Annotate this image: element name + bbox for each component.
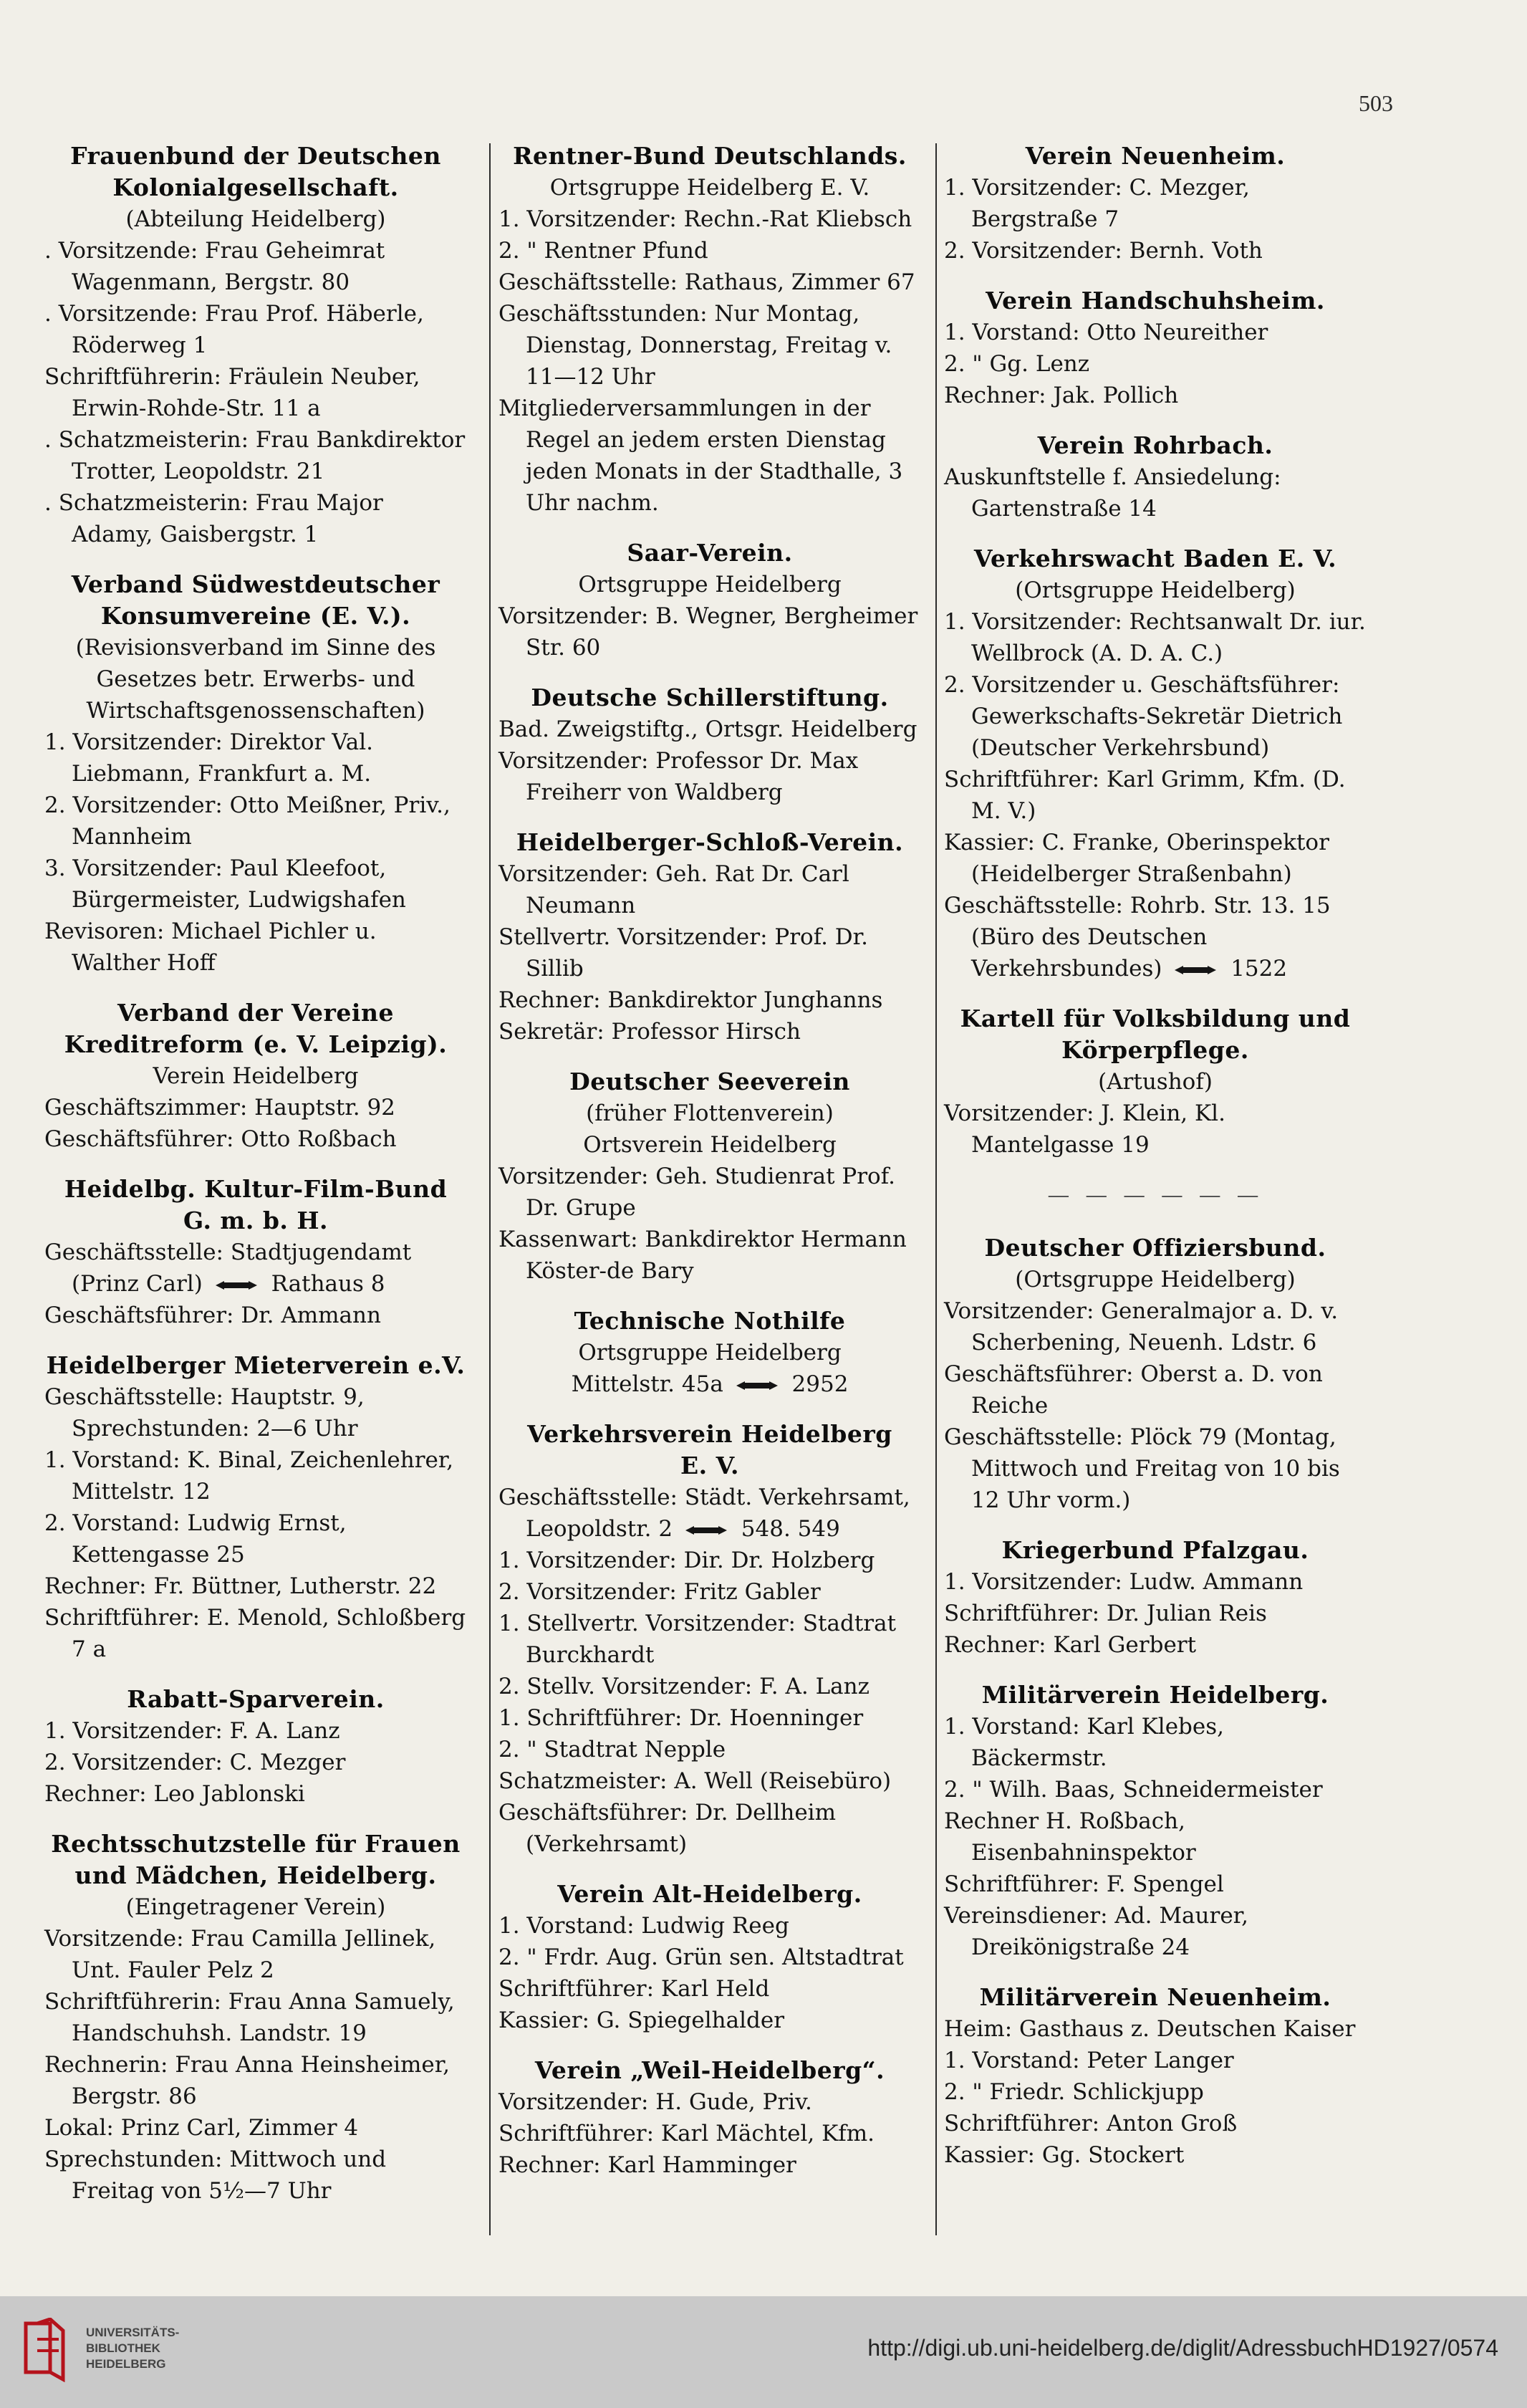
- entry-line: . Vorsitzende: Frau Geheimrat Wagenmann, Bergstr. 80: [44, 238, 385, 295]
- entry-line: Sprechstunden: Mittwoch und Freitag von 5½—7 Uhr: [44, 2146, 387, 2204]
- association-subheading: (Revisionsverband im Sinne des Gesetzes betr. Erwerbs- und Wirtschaftsgenossenschaften): [75, 635, 436, 724]
- association-heading: und Mädchen, Heidelberg.: [74, 1861, 437, 1889]
- entry-line: . Schatzmeisterin: Frau Bankdirektor Trotter, Leopoldstr. 21: [44, 427, 466, 484]
- association-heading: Kriegerbund Pfalzgau.: [1001, 1536, 1309, 1564]
- entry-line: Vereinsdiener: Ad. Maurer, Dreikönigstraße 24: [944, 1903, 1248, 1960]
- page-number: 503: [1359, 90, 1393, 116]
- entry-line: 1. Vorstand: Karl Klebes, Bäckermstr.: [944, 1714, 1225, 1771]
- entry-line: Vorsitzender: Professor Dr. Max Freiherr von Waldberg: [498, 748, 859, 805]
- association-entry: [498, 537, 921, 663]
- association-heading: Heidelberger-Schloß-Verein.: [516, 828, 904, 856]
- association-entry: [944, 543, 1367, 984]
- association-entry: [498, 1879, 921, 2036]
- library-footer: [0, 2296, 1527, 2408]
- entry-line: Rechner: Karl Hamminger: [498, 2152, 796, 2178]
- entry-line: Geschäftsführer: Oberst a. D. von Reiche: [944, 1361, 1323, 1419]
- association-heading: Technische Nothilfe: [574, 1307, 846, 1335]
- association-heading: Verein Handschuhsheim.: [986, 287, 1325, 315]
- entry-line: 2. Vorsitzender u. Geschäftsführer: Gewerkschafts-Sekretär Dietrich (Deutscher Verkehrsbund): [944, 672, 1343, 761]
- association-subheading: Ortsgruppe Heidelberg: [578, 572, 842, 598]
- entry-line: Geschäftszimmer: Hauptstr. 92: [44, 1095, 395, 1121]
- entry-line: Schriftführer: Dr. Julian Reis: [944, 1601, 1267, 1626]
- entry-line: Lokal: Prinz Carl, Zimmer 4: [44, 2115, 359, 2141]
- telephone-icon: [735, 1380, 781, 1391]
- entry-line: 2. Vorsitzender: Fritz Gabler: [498, 1579, 821, 1605]
- entry-line: Geschäftsstelle: Rohrb. Str. 13. 15 (Büro des Deutschen Verkehrsbundes) 1522: [944, 893, 1331, 982]
- entry-line: 1. Vorsitzender: Direktor Val. Liebmann, Frankfurt a. M.: [44, 729, 373, 787]
- entry-line: 1. Schriftführer: Dr. Hoenninger: [498, 1705, 864, 1731]
- association-heading: Körperpflege.: [1061, 1036, 1249, 1064]
- association-entry: [498, 1066, 921, 1287]
- entry-line: Kassier: G. Spiegelhalder: [498, 2008, 785, 2033]
- entry-line: Rechner: Fr. Büttner, Lutherstr. 22: [44, 1573, 437, 1599]
- library-name: [86, 2325, 179, 2372]
- entry-line: Rechner: Leo Jablonski: [44, 1781, 305, 1807]
- column-right: [944, 140, 1367, 2189]
- entry-line: Vorsitzender: Geh. Rat Dr. Carl Neumann: [498, 861, 849, 918]
- entry-line: Schatzmeister: A. Well (Reisebüro): [498, 1768, 892, 1794]
- entry-line: Sekretär: Professor Hirsch: [498, 1019, 801, 1045]
- association-entry: [944, 1003, 1367, 1161]
- association-entry: [44, 140, 467, 550]
- association-entry: [44, 569, 467, 979]
- association-subheading: (Abteilung Heidelberg): [125, 206, 386, 232]
- association-heading: Deutsche Schillerstiftung.: [531, 683, 889, 711]
- association-entry: [498, 1305, 921, 1400]
- telephone-icon: [214, 1280, 260, 1291]
- association-subheading: (Artushof): [1098, 1069, 1213, 1095]
- entry-line: Geschäftsstelle: Plöck 79 (Montag, Mittwoch und Freitag von 10 bis 12 Uhr vorm.): [944, 1424, 1340, 1513]
- association-heading: Frauenbund der Deutschen: [70, 142, 441, 170]
- entry-line: Schriftführer: Karl Held: [498, 1976, 770, 2002]
- association-heading: Kartell für Volksbildung und: [960, 1004, 1351, 1032]
- association-heading: Rentner-Bund Deutschlands.: [513, 142, 907, 170]
- association-entry: [44, 1350, 467, 1665]
- entry-line: 2. " Stadtrat Nepple: [498, 1737, 726, 1762]
- association-entry: [944, 285, 1367, 411]
- entry-line: . Schatzmeisterin: Frau Major Adamy, Gaisbergstr. 1: [44, 490, 383, 547]
- association-heading: Verkehrswacht Baden E. V.: [973, 545, 1337, 572]
- column-divider-1: [489, 143, 491, 2235]
- entry-line: Auskunftstelle f. Ansiedelung: Gartenstraße 14: [944, 464, 1281, 522]
- association-entry: [944, 430, 1367, 524]
- association-entry: [44, 1174, 467, 1331]
- entry-line: Rechner: Karl Gerbert: [944, 1632, 1197, 1658]
- association-heading: Kolonialgesellschaft.: [112, 173, 399, 201]
- association-heading: Verkehrsverein Heidelberg: [527, 1420, 892, 1448]
- association-heading: Militärverein Heidelberg.: [981, 1681, 1329, 1709]
- entry-line: 1. Vorsitzender: F. A. Lanz: [44, 1718, 340, 1744]
- association-heading: Militärverein Neuenheim.: [979, 1983, 1331, 2011]
- association-heading: Saar-Verein.: [627, 539, 793, 567]
- entry-line: Geschäftsführer: Dr. Ammann: [44, 1303, 381, 1328]
- entry-line: 1. Vorstand: Ludwig Reeg: [498, 1913, 789, 1939]
- column-left: [44, 140, 467, 2225]
- association-heading: E. V.: [680, 1452, 739, 1479]
- library-name-line: HEIDELBERG: [86, 2357, 166, 2371]
- association-subheading: (früher Flottenverein): [586, 1100, 834, 1126]
- entry-line: 1. Vorsitzender: C. Mezger, Bergstraße 7: [944, 175, 1250, 232]
- section-separator: — — — — — —: [1047, 1182, 1263, 1208]
- association-subheading: Mittelstr. 45a 2952: [571, 1371, 849, 1397]
- entry-line: Bad. Zweigstiftg., Ortsgr. Heidelberg: [498, 716, 917, 742]
- entry-line: 2. " Wilh. Baas, Schneidermeister: [944, 1777, 1323, 1803]
- entry-line: Revisoren: Michael Pichler u. Walther Hoff: [44, 918, 377, 976]
- entry-line: Rechner: Jak. Pollich: [944, 383, 1179, 408]
- library-logo-icon: [21, 2318, 72, 2382]
- association-entry: [944, 1679, 1367, 1963]
- entry-line: 1. Vorstand: Otto Neureither: [944, 320, 1268, 345]
- entry-line: 2. Vorsitzender: Otto Meißner, Priv., Mannheim: [44, 792, 451, 850]
- association-entry: [498, 682, 921, 808]
- association-entry: [498, 827, 921, 1047]
- entry-line: 1. Vorsitzender: Rechtsanwalt Dr. iur. Wellbrock (A. D. A. C.): [944, 609, 1366, 666]
- association-entry: [44, 1684, 467, 1810]
- association-heading: Rabatt-Sparverein.: [127, 1685, 385, 1713]
- entry-line: 2. " Rentner Pfund: [498, 238, 708, 264]
- telephone-icon: [684, 1525, 730, 1536]
- library-name-line: BIBLIOTHEK: [86, 2341, 160, 2355]
- entry-line: Schriftführer: Anton Groß: [944, 2111, 1238, 2136]
- association-subheading: Ortsverein Heidelberg: [583, 1132, 837, 1158]
- entry-line: Schriftführer: F. Spengel: [944, 1871, 1224, 1897]
- entry-line: Rechnerin: Frau Anna Heinsheimer, Bergstr. 86: [44, 2052, 451, 2109]
- entry-line: 1. Vorstand: Peter Langer: [944, 2048, 1234, 2073]
- library-logo[interactable]: [21, 2318, 72, 2382]
- association-heading: Deutscher Seeverein: [569, 1068, 850, 1095]
- association-entry: [44, 1828, 467, 2207]
- entry-line: Vorsitzender: Geh. Studienrat Prof. Dr. Grupe: [498, 1164, 895, 1221]
- entry-line: 2. Vorstand: Ludwig Ernst, Kettengasse 25: [44, 1510, 347, 1568]
- entry-line: Geschäftsführer: Dr. Dellheim (Verkehrsamt): [498, 1800, 836, 1857]
- entry-line: Geschäftsstelle: Hauptstr. 9, Sprechstunden: 2—6 Uhr: [44, 1384, 365, 1442]
- entry-line: Schriftführer: E. Menold, Schloßberg 7 a: [44, 1605, 466, 1662]
- entry-line: . Vorsitzende: Frau Prof. Häberle, Röderweg 1: [44, 301, 424, 358]
- association-entry: [944, 140, 1367, 267]
- entry-line: 1. Vorsitzender: Dir. Dr. Holzberg: [498, 1548, 875, 1573]
- entry-line: Rechner: Bankdirektor Junghanns: [498, 987, 883, 1013]
- entry-line: Rechner H. Roßbach, Eisenbahninspektor: [944, 1808, 1196, 1866]
- library-name-line: UNIVERSITÄTS-: [86, 2326, 180, 2339]
- entry-line: Geschäftsstelle: Städt. Verkehrsamt, Leopoldstr. 2 548. 549: [498, 1484, 910, 1542]
- association-heading: Konsumvereine (E. V.).: [100, 602, 411, 630]
- association-entry: [44, 997, 467, 1155]
- entry-line: Vorsitzender: Generalmajor a. D. v. Scherbening, Neuenh. Ldstr. 6: [944, 1298, 1339, 1356]
- entry-line: Schriftführer: Karl Grimm, Kfm. (D. M. V.): [944, 767, 1346, 824]
- association-entry: [944, 1535, 1367, 1661]
- association-entry: [944, 1982, 1367, 2171]
- entry-line: Heim: Gasthaus z. Deutschen Kaiser: [944, 2016, 1356, 2042]
- entry-line: 2. " Friedr. Schlickjupp: [944, 2079, 1204, 2105]
- association-heading: Verband Südwestdeutscher: [71, 570, 440, 598]
- association-subheading: Ortsgruppe Heidelberg: [578, 1340, 842, 1366]
- entry-line: Geschäftsstunden: Nur Montag, Dienstag, Donnerstag, Freitag v. 11—12 Uhr: [498, 301, 892, 390]
- entry-line: Vorsitzender: H. Gude, Priv.: [498, 2089, 812, 2115]
- association-heading: Deutscher Offiziersbund.: [984, 1234, 1326, 1262]
- entry-line: Schriftführerin: Frau Anna Samuely, Handschuhsh. Landstr. 19: [44, 1989, 455, 2046]
- association-heading: Verein „Weil-Heidelberg“.: [534, 2056, 885, 2084]
- entry-line: Schriftführerin: Fräulein Neuber, Erwin-Rohde-Str. 11 a: [44, 364, 420, 421]
- entry-line: Vorsitzender: J. Klein, Kl. Mantelgasse 19: [944, 1100, 1225, 1158]
- association-subheading: Verein Heidelberg: [153, 1063, 359, 1089]
- association-heading: Verein Rohrbach.: [1037, 431, 1273, 459]
- association-heading: Heidelberger Mieterverein e.V.: [46, 1351, 466, 1379]
- association-heading: Verband der Vereine Kreditreform (e. V. Leipzig).: [64, 999, 448, 1058]
- entry-line: Geschäftsführer: Otto Roßbach: [44, 1126, 397, 1152]
- association-entry: [498, 140, 921, 519]
- association-subheading: (Eingetragener Verein): [125, 1894, 386, 1920]
- entry-line: 2. " Gg. Lenz: [944, 351, 1090, 377]
- association-heading: G. m. b. H.: [183, 1207, 329, 1234]
- entry-line: Geschäftsstelle: Rathaus, Zimmer 67: [498, 269, 915, 295]
- association-entry: [498, 1419, 921, 1860]
- association-entry: [944, 1232, 1367, 1516]
- entry-line: Kassenwart: Bankdirektor Hermann Köster-de Bary: [498, 1227, 907, 1284]
- entry-line: 2. Stellv. Vorsitzender: F. A. Lanz: [498, 1674, 870, 1699]
- association-heading: Heidelbg. Kultur-Film-Bund: [64, 1175, 448, 1203]
- entry-line: Vorsitzende: Frau Camilla Jellinek, Unt. Fauler Pelz 2: [44, 1926, 436, 1983]
- association-heading: Verein Neuenheim.: [1025, 142, 1286, 170]
- association-subheading: (Ortsgruppe Heidelberg): [1015, 577, 1296, 603]
- entry-line: Stellvertr. Vorsitzender: Prof. Dr. Sillib: [498, 924, 868, 982]
- association-subheading: Ortsgruppe Heidelberg E. V.: [549, 175, 870, 201]
- entry-line: Kassier: Gg. Stockert: [944, 2142, 1185, 2168]
- column-divider-2: [935, 143, 937, 2235]
- entry-line: 1. Vorsitzender: Ludw. Ammann: [944, 1569, 1304, 1595]
- entry-line: 1. Vorstand: K. Binal, Zeichenlehrer, Mittelstr. 12: [44, 1447, 454, 1505]
- association-heading: Rechtsschutzstelle für Frauen: [51, 1830, 461, 1858]
- association-entry: [498, 2055, 921, 2181]
- entry-line: 2. Vorsitzender: C. Mezger: [44, 1750, 346, 1775]
- entry-line: 2. Vorsitzender: Bernh. Voth: [944, 238, 1263, 264]
- entry-line: Vorsitzender: B. Wegner, Bergheimer Str. 60: [498, 603, 918, 661]
- entry-line: Kassier: C. Franke, Oberinspektor (Heidelberger Straßenbahn): [944, 830, 1329, 887]
- telephone-icon: [1173, 964, 1219, 976]
- entry-line: Geschäftsstelle: Stadtjugendamt (Prinz Carl) Rathaus 8: [44, 1239, 412, 1297]
- entry-line: Mitgliederversammlungen in der Regel an jedem ersten Dienstag jeden Monats in der Stadthalle, 3 Uhr nachm.: [498, 395, 903, 516]
- entry-line: 2. " Frdr. Aug. Grün sen. Altstadtrat: [498, 1944, 904, 1970]
- entry-line: 1. Stellvertr. Vorsitzender: Stadtrat Burckhardt: [498, 1611, 897, 1668]
- source-url-link[interactable]: http://digi.ub.uni-heidelberg.de/diglit/AdressbuchHD1927/0574: [867, 2335, 1498, 2361]
- column-middle: [498, 140, 921, 2200]
- entry-line: 1. Vorsitzender: Rechn.-Rat Kliebsch: [498, 206, 912, 232]
- entry-line: 3. Vorsitzender: Paul Kleefoot, Bürgermeister, Ludwigshafen: [44, 855, 406, 913]
- entry-line: Schriftführer: Karl Mächtel, Kfm.: [498, 2121, 875, 2146]
- association-heading: Verein Alt-Heidelberg.: [557, 1880, 862, 1908]
- association-subheading: (Ortsgruppe Heidelberg): [1015, 1267, 1296, 1292]
